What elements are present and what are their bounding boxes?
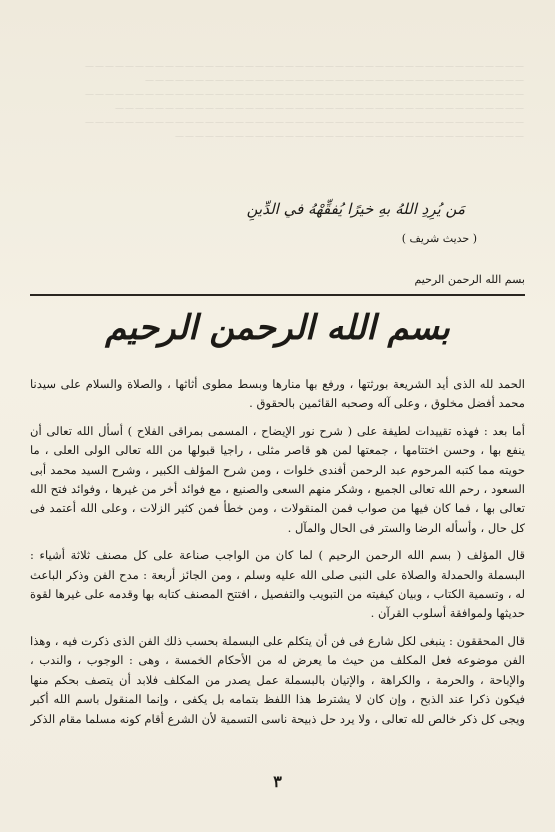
paragraph: أما بعد : فهذه تقييدات لطيفة على ( شرح نور الإيضاح ، المسمى بمراقى الفلاح ) أسأل الله تعالى أن ينفع بها ، وحسن اختتامها ، جمعتها لمن هو قاصر مثلى ، راجيا قبولها من الله تعالى الولى العلى ، ما حويته مما كتبه المرحوم عبد الرحمن أفندى خلوات ، ومن شرح المؤلف الكبير ، وشرح السيد محمد أبى السعود ، رحم الله تعالى الجميع ، وشكر منهم السعى والصنيع ، مع فوائد أخر من غيرها ، وفوائد فتح الله تعالى بها ، فما كان فيها من صواب فمن المنقولات ، ومن خطأ فمن كثير الزلات ، وعلى الله أعتمد فى كل حال ، وأسأله الرضا والستر فى الحال والمآل . <box>30 423 525 535</box>
paragraph: قال المؤلف ( بسم الله الرحمن الرحيم ) لما كان من الواجب صناعة على كل مصنف ثلاثة أشياء : البسملة والحمدلة والصلاة على النبى صلى الله عليه وسلم ، ومن الجائز أربعة : مدح الفن وذكر الباعث له ، وتسمية الكتاب ، وبيان كيفيته من التبويب والتفصيل ، افتتح المصنف كتابه بها وقدمه على غيرها لقوة حديثها ولموافقة أسلوب القرآن . <box>30 548 525 621</box>
basmala-small: بسم الله الرحمن الرحيم <box>414 273 525 286</box>
basmala-calligraphy: بسم الله الرحمن الرحيم <box>105 308 450 348</box>
hadith-quote: مَن يُرِدِ اللهُ بهِ خيرًا يُفقِّهْهُ في الدِّينِ <box>246 200 465 218</box>
paragraph: الحمد لله الذى أيد الشريعة بورثتها ، ورفع بها منارها وبسط مطوى أثاثها ، والصلاة والسلام على سيدنا محمد أفضل مخلوق ، وعلى آله وصحبه القائمين بالحقوق . <box>30 377 525 411</box>
body-text <box>30 375 525 765</box>
page-number: ٣ <box>273 772 282 791</box>
hadith-source: ( حديث شريف ) <box>401 232 477 245</box>
paragraph: قال المحققون : ينبغى لكل شارع فى فن أن يتكلم على البسملة بحسب ذلك الفن الذى ذكرت فيه ، وهذا الفن موضوعه فعل المكلف من حيث ما يعرض له من الأحكام الخمسة ، وهى : الوجوب ، والندب ، والإباحة ، والحرمة ، والكراهة ، والإتيان بالبسملة عمل يصدر من المكلف فلابد أن يتصف بحكم منها فيكون ذكرا عند الذبح ، وإن كان لا يشترط هذا اللفظ بتمامه بل يكفى ، وإنما المنقول باسم الله أكبر ويجى كل ذكر خالص لله تعالى ، ولا يرد حل ذبيحة ناسى التسمية لأن الشرع أقام كونه مسلما مقام الذكر <box>30 633 525 726</box>
divider-rule <box>30 294 525 296</box>
bleed-through-text: ———————————————————————————————————————————— —————————————————————————————————————— ———————————————————————————————————————————— ————————————————————————————————————————— ———————————————————————————————————————————— ——————————————————————————————————— <box>85 62 525 142</box>
